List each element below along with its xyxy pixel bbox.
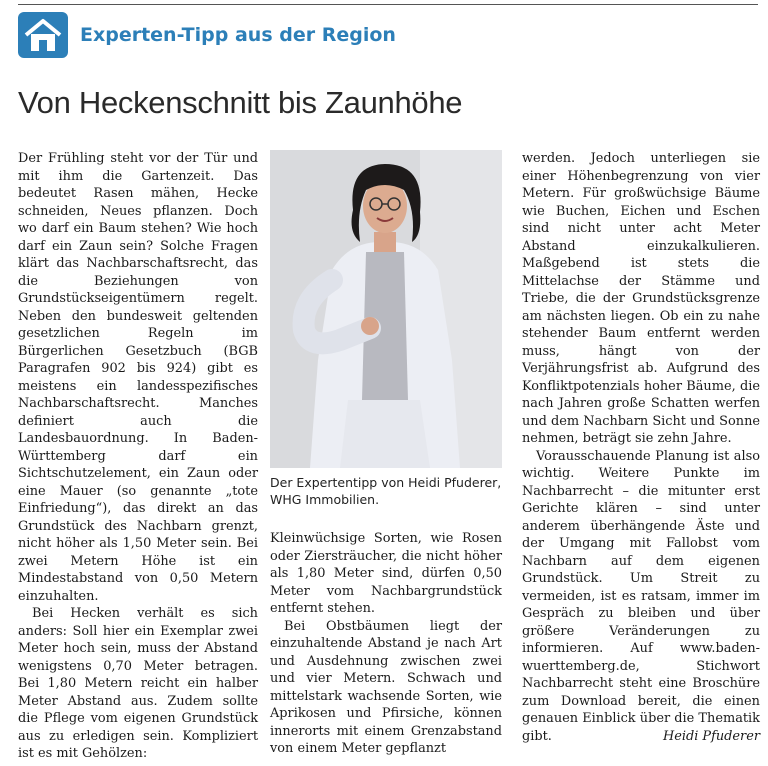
paragraph: Bei Obstbäumen liegt der einzuhaltende Abstand je nach Art und Ausdehnung zwischen zwei und vier Metern. Schwach und mittelstark wachsende Sorten, wie Aprikosen und Pfirsiche, können innerorts mit einem Grenzabstand von einem Meter gepflanzt xyxy=(270,618,502,756)
author-signature: Heidi Pfuderer xyxy=(662,728,760,744)
author-photo xyxy=(270,150,502,468)
article-column-3 xyxy=(522,150,760,745)
section-kicker: Experten-Tipp aus der Region xyxy=(80,24,396,46)
paragraph: werden. Jedoch unterliegen sie einer Höhenbegrenzung von vier Metern. Für großwüchsige Bäume wie Buchen, Eichen und Eschen sind nicht unter acht Meter Abstand einzukalkulieren. Maßgebend ist stets die Mittelachse der Stämme und Triebe, die der Grundstücksgrenze am nächsten liegen. Ob ein zu nahe stehender Baum entfernt werden muss, hängt von der Verjährungsfrist ab. Aufgrund des Konfliktpotenzials hoher Bäume, die nach Jahren große Schatten werfen und dem Nachbarn Sicht und Sonne nehmen, beträgt sie zehn Jahre. xyxy=(522,151,760,446)
article-column-2 xyxy=(270,530,502,758)
paragraph-text: Vorausschauende Planung ist also wichtig. Weitere Punkte im Nachbarrecht – die mitunter erst Gerichte klären – sind unter anderem überhängende Äste und der Umgang mit Fallobst vom Nachbarn auf dem eigenen Grundstück. Um Streit zu vermeiden, ist es ratsam, immer im Gespräch zu bleiben und über größere Veränderungen zu informieren. Auf www.baden-wuerttemberg.de, Stichwort Nachbarrecht steht eine Broschüre zum Download bereit, die einen genauen Einblick über die Thematik gibt. xyxy=(522,448,760,744)
top-rule xyxy=(18,4,758,5)
article-column-1 xyxy=(18,150,258,763)
photo-caption: Der Expertentipp von Heidi Pfuderer, WHG Immobilien. xyxy=(270,475,502,507)
paragraph: Kleinwüchsige Sorten, wie Rosen oder Ziersträucher, die nicht höher als 1,80 Meter sind, dürfen 0,50 Meter vom Nachbargrundstück entfernt stehen. xyxy=(270,531,502,616)
paragraph: Der Frühling steht vor der Tür und mit ihm die Gartenzeit. Das bedeutet Rasen mähen, Hecke schneiden, Neues pflanzen. Doch wo darf ein Baum stehen? Wie hoch darf ein Zaun sein? Solche Fragen klärt das Nachbarschaftsrecht, das die Beziehungen von Grundstückseigentümern regelt. Neben den bundesweit geltenden gesetzlichen Regeln im Bürgerlichen Gesetzbuch (BGB Paragrafen 902 bis 924) gibt es meistens ein landesspezifisches Nachbarschaftsrecht. Manches definiert auch die Landesbauordnung. In Baden-Württemberg darf ein Sichtschutzelement, ein Zaun oder eine Mauer (so genannte „tote Einfriedung“), das direkt an das Grundstück des Nachbarn grenzt, nicht höher als 1,50 Meter sein. Bei zwei Metern Höhe ist ein Mindestabstand von 0,50 Metern einzuhalten. xyxy=(18,151,258,604)
paragraph xyxy=(522,448,760,746)
article-headline: Von Heckenschnitt bis Zaunhöhe xyxy=(18,85,463,120)
house-icon xyxy=(18,12,68,58)
paragraph: Bei Hecken verhält es sich anders: Soll hier ein Exemplar zwei Meter hoch sein, muss der Abstand wenigstens 0,70 Meter betragen. Bei 1,80 Metern reicht ein halber Meter Abstand aus. Zudem sollte die Pflege vom eigenen Grundstück aus zu erledigen sein. Kompliziert ist es mit Gehölzen: xyxy=(18,606,258,761)
